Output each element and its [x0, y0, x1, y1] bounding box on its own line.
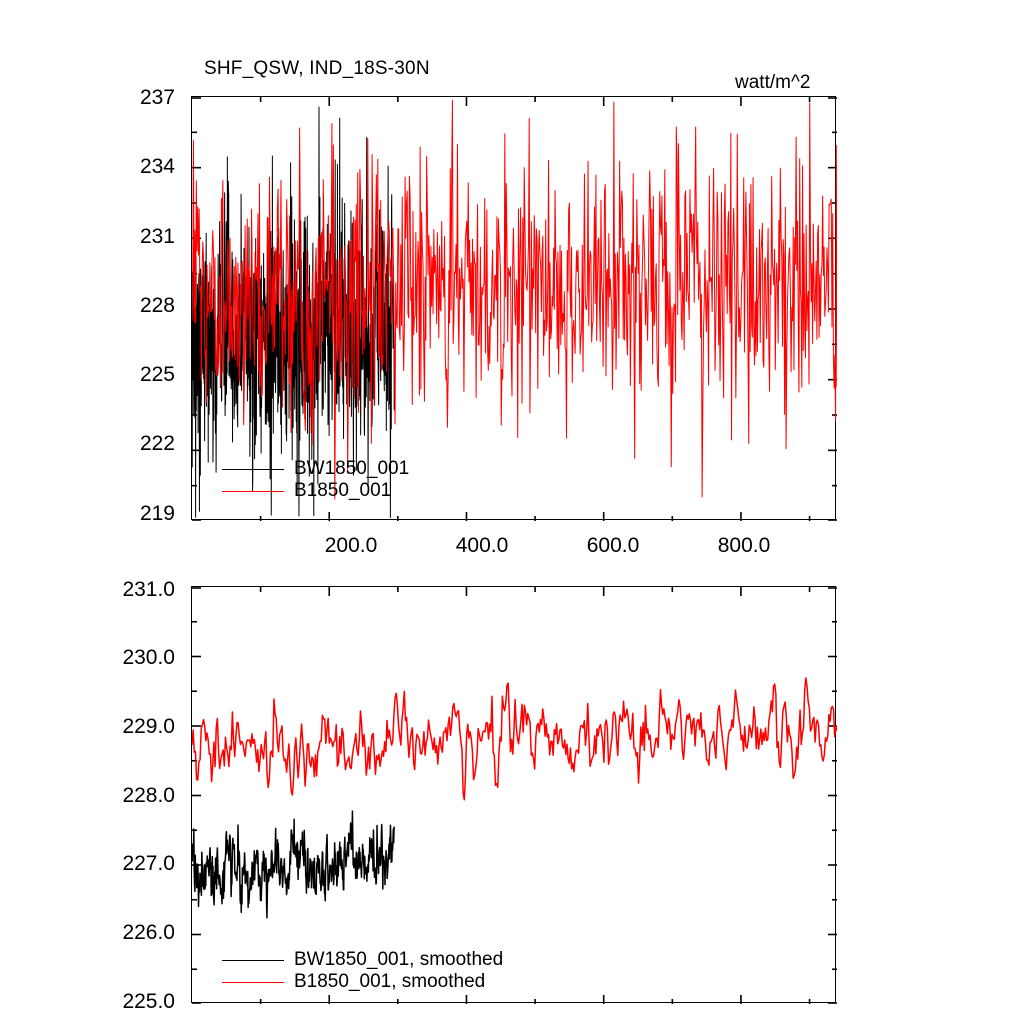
y-tick-label: 222 [139, 432, 175, 455]
units-label: watt/m^2 [735, 72, 811, 93]
legend-label: B1850_001 [294, 480, 392, 501]
y-tick-label: 234 [139, 155, 175, 178]
y-tick-label: 219 [139, 502, 175, 525]
y-tick-label: 231.0 [122, 578, 175, 601]
legend-line-red [222, 982, 284, 983]
legend-line-red [222, 491, 284, 492]
bottom-plot-area [192, 587, 837, 1004]
x-tick-label: 200.0 [324, 534, 378, 557]
y-tick-label: 230.0 [122, 646, 175, 669]
x-tick-label: 400.0 [455, 534, 509, 557]
y-tick-label: 227.0 [122, 852, 175, 875]
y-tick-label: 228 [139, 294, 175, 317]
x-tick-label: 800.0 [717, 534, 771, 557]
top-plot-area [192, 97, 837, 521]
legend-label: BW1850_001 [294, 458, 410, 479]
bottom-plot-frame [191, 586, 836, 1003]
y-tick-label: 225 [139, 363, 175, 386]
bottom-panel [0, 560, 1024, 1024]
chart-title: SHF_QSW, IND_18S-30N [204, 58, 430, 79]
y-tick-label: 231 [139, 225, 175, 248]
top-plot-frame [191, 96, 836, 520]
legend-line-black [222, 469, 284, 470]
x-tick-label: 600.0 [586, 534, 640, 557]
legend-label: B1850_001, smoothed [294, 971, 486, 992]
legend-label: BW1850_001, smoothed [294, 949, 504, 970]
y-tick-label: 225.0 [122, 990, 175, 1013]
y-tick-label: 237 [139, 86, 175, 109]
y-tick-label: 228.0 [122, 784, 175, 807]
y-tick-label: 226.0 [122, 921, 175, 944]
y-tick-label: 229.0 [122, 715, 175, 738]
legend-line-black [222, 960, 284, 961]
